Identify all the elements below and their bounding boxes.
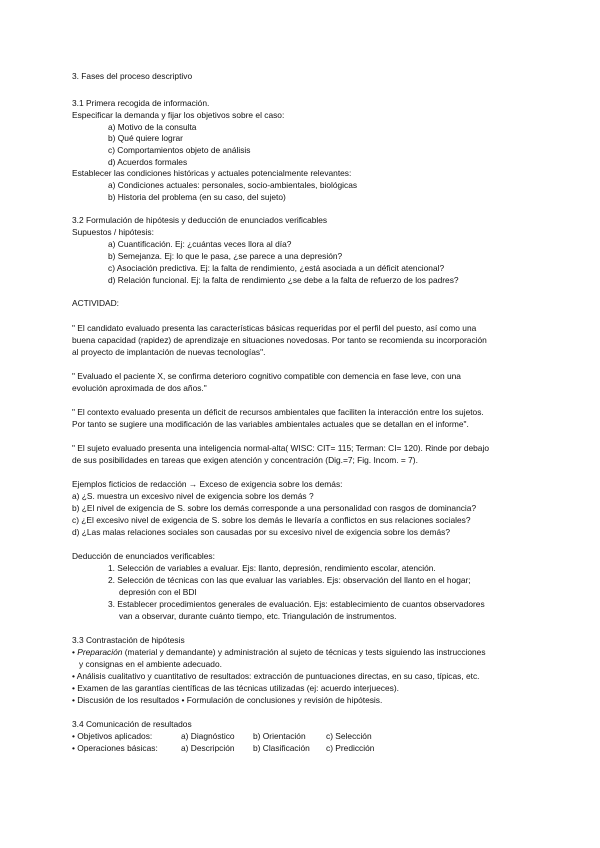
row-label: • Operaciones básicas: [72,743,158,753]
row-option: c) Selección [326,731,372,741]
list-item: d) Relación funcional. Ej: la falta de rendimiento ¿se debe a la falta de refuerzo de los padres? [108,275,459,285]
emphasis-text: Preparación [77,647,123,657]
row-option: a) Descripción [181,743,235,753]
bullet-item [72,647,486,659]
bullet: • [72,647,78,657]
section-3-1-intro-2: Establecer las condiciones históricas y actuales potencialmente relevantes: [72,168,352,178]
row-option: b) Orientación [253,731,306,741]
quote-line: " El sujeto evaluado presenta una inteligencia normal-alta( WISC: CIT= 115; Terman: CI= 120). Rinde por debajo [72,443,489,453]
examples-heading: Ejemplos ficticios de redacción → Exceso de exigencia sobre los demás: [72,479,343,489]
list-item: a) Motivo de la consulta [108,122,197,132]
list-item: 2. Selección de técnicas con las que evaluar las variables. Ejs: observación del llanto en el hogar; [108,575,471,585]
section-3-3-heading: 3.3 Contrastación de hipótesis [72,635,185,645]
list-item: 3. Establecer procedimientos generales de evaluación. Ejs: establecimiento de cuantos observadores [108,599,485,609]
list-item-continuation: depresión con el BDI [119,587,197,597]
list-item: b) ¿El nivel de exigencia de S. sobre los demás corresponde a una personalidad con rasgos de dominancia? [72,503,477,513]
list-item: b) Qué quiere lograr [108,133,183,143]
quote-line: " El candidato evaluado presenta las características básicas requeridas por el perfil del puesto, así como una [72,323,477,333]
list-item: a) ¿S. muestra un excesivo nivel de exigencia sobre los demás ? [72,491,314,501]
bullet-text: (material y demandante) y administración al sujeto de técnicas y tests siguiendo las instrucciones [122,647,486,657]
list-item: 1. Selección de variables a evaluar. Ejs: llanto, depresión, rendimiento escolar, atención. [108,563,436,573]
section-3-1-heading: 3.1 Primera recogida de información. [72,98,210,108]
section-3-4-heading: 3.4 Comunicación de resultados [72,719,192,729]
list-item-continuation: van a observar, durante cuánto tiempo, etc. Triangulación de instrumentos. [119,611,397,621]
row-option: c) Predicción [326,743,375,753]
row-option: a) Diagnóstico [181,731,235,741]
quote-line: evolución aproximada de dos años." [72,383,207,393]
list-item: b) Semejanza. Ej: lo que le pasa, ¿se parece a una depresión? [108,251,343,261]
quote-line: " El contexto evaluado presenta un déficit de recursos ambientales que faciliten la interacción entre los sujetos. [72,407,484,417]
row-label: • Objetivos aplicados: [72,731,153,741]
list-item: d) ¿Las malas relaciones sociales son causadas por su excesivo nivel de exigencia sobre los demás? [72,527,451,537]
activity-label: ACTIVIDAD: [72,298,119,308]
quote-line: " Evaluado el paciente X, se confirma deterioro cognitivo compatible con demencia en fase leve, con una [72,371,461,381]
section-3-2-heading: 3.2 Formulación de hipótesis y deducción de enunciados verificables [72,215,328,225]
list-item: c) Comportamientos objeto de análisis [108,145,251,155]
list-item: c) ¿El excesivo nivel de exigencia de S. sobre los demás le llevaría a conflictos en sus relaciones sociales? [72,515,471,525]
bullet-item: • Análisis cualitativo y cuantitativo de resultados: extracción de puntuaciones directas, en su caso, típicas, etc. [72,671,480,681]
list-item: c) Asociación predictiva. Ej: la falta de rendimiento, ¿está asociada a un déficit atencional? [108,263,445,273]
page-title: 3. Fases del proceso descriptivo [72,71,193,81]
section-3-1-intro: Especificar la demanda y fijar los objetivos sobre el caso: [72,110,285,120]
quote-line: al proyecto de implantación de nuevas tecnologías". [72,347,266,357]
quote-line: Por tanto se sugiere una modificación de las variables ambientales actuales que se detallan en el informe". [72,419,469,429]
bullet-item: • Discusión de los resultados • Formulación de conclusiones y revisión de hipótesis. [72,695,383,705]
list-item: a) Condiciones actuales: personales, socio-ambientales, biológicas [108,180,358,190]
deduction-heading: Deducción de enunciados verificables: [72,551,215,561]
bullet-item: • Examen de las garantías científicas de las técnicas utilizadas (ej: acuerdo interjueces). [72,683,399,693]
row-option: b) Clasificación [253,743,310,753]
bullet-continuation: y consignas en el ambiente adecuado. [79,659,222,669]
quote-line: buena capacidad (rapidez) de aprendizaje en situaciones novedosas. Por tanto se recomienda su incorporación [72,335,487,345]
list-item: a) Cuantificación. Ej: ¿cuántas veces llora al día? [108,239,292,249]
list-item: d) Acuerdos formales [108,157,188,167]
quote-line: de sus posibilidades en tareas que exigen atención y concentración (Dig.=7; Fig. Incom. = 7). [72,455,418,465]
section-3-2-intro: Supuestos / hipótesis: [72,227,154,237]
list-item: b) Historia del problema (en su caso, del sujeto) [108,192,286,202]
